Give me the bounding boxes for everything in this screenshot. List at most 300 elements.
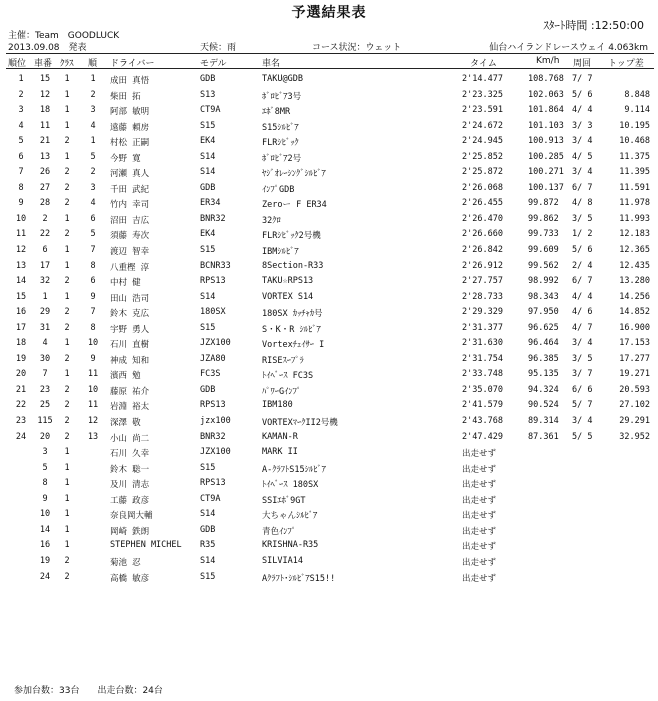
cell-time: 2'26.660 (462, 229, 503, 240)
cell-car-name: A-ｸﾗﾌﾄS15ｼﾙﾋﾞｱ (262, 464, 326, 475)
cell-car-number: 31 (39, 322, 51, 333)
cell-car-number: 9 (42, 493, 48, 504)
cell-car-number: 5 (42, 462, 48, 473)
cell-class: 2 (64, 431, 70, 442)
cell-class-rank: 11 (87, 369, 99, 380)
cell-driver: 田山 浩司 (110, 293, 150, 304)
cell-class: 2 (64, 182, 70, 193)
cell-driver: 鈴木 聡一 (110, 464, 150, 475)
cell-time: 出走せず (462, 511, 497, 522)
cell-laps: 3/ 5 (572, 353, 593, 364)
table-row (0, 103, 658, 119)
cell-gap: 11.993 (619, 213, 650, 224)
cell-model: S15 (200, 245, 216, 256)
cell-class: 2 (64, 276, 70, 287)
publish-date: 2013.09.08 発表 (8, 43, 87, 53)
cell-class: 2 (64, 416, 70, 427)
cell-driver: 菊池 忍 (110, 557, 141, 568)
cell-laps: 4/ 5 (572, 151, 593, 162)
cell-time: 2'31.377 (462, 322, 503, 333)
cell-laps: 4/ 8 (572, 198, 593, 209)
cell-driver: 石川 久幸 (110, 449, 150, 460)
cell-car-name: 8Section-R33 (262, 260, 324, 271)
cell-time: 出走せず (462, 573, 497, 584)
cell-car-name: ﾎﾞﾛﾋﾞｱ3号 (262, 91, 302, 102)
cell-driver: 及川 清志 (110, 480, 150, 491)
cell-position: 18 (15, 338, 27, 349)
table-row (0, 352, 658, 368)
header-rule-top (6, 53, 654, 54)
cell-driver: 須藤 寿次 (110, 231, 150, 242)
cell-car-number: 115 (37, 416, 53, 427)
cell-laps: 4/ 4 (572, 105, 593, 116)
cell-driver: 藤原 祐介 (110, 386, 150, 397)
cell-model: JZX100 (200, 338, 231, 349)
cell-class: 1 (64, 369, 70, 380)
cell-model: S15 (200, 571, 216, 582)
cell-car-name: ｴﾎﾞ8MR (262, 107, 291, 118)
table-row (0, 212, 658, 228)
table-row (0, 227, 658, 243)
cell-speed: 96.464 (528, 338, 559, 349)
cell-car-name: Zeroー F ER34 (262, 200, 327, 211)
entry-summary: 参加台数：33台 出走台数：24台 (14, 686, 163, 696)
cell-class: 1 (64, 540, 70, 551)
cell-driver: 小山 尚二 (110, 433, 150, 444)
cell-laps: 3/ 4 (572, 136, 593, 147)
cell-class-rank: 1 (90, 136, 96, 147)
cell-car-number: 13 (39, 151, 51, 162)
cell-laps: 4/ 7 (572, 322, 593, 333)
cell-driver: 中村 健 (110, 278, 141, 289)
cell-class-rank: 7 (90, 307, 96, 318)
cell-car-name: 180SX ｶｯﾁｬｶ号 (262, 309, 323, 320)
cell-car-name: FLRｼﾋﾞｯｸ (262, 138, 299, 149)
cell-class-rank: 6 (90, 276, 96, 287)
header-num: 車番 (34, 59, 53, 69)
cell-driver: 千田 武紀 (110, 184, 150, 195)
cell-class-rank: 3 (90, 105, 96, 116)
table-row (0, 259, 658, 275)
cell-class: 1 (64, 120, 70, 131)
cell-class-rank: 9 (90, 291, 96, 302)
cell-car-number: 30 (39, 353, 51, 364)
cell-class-rank: 2 (90, 167, 96, 178)
cell-time: 出走せず (462, 480, 497, 491)
cell-speed: 87.361 (528, 431, 559, 442)
table-row (0, 414, 658, 430)
cell-car-number: 21 (39, 136, 51, 147)
cell-position: 6 (18, 151, 24, 162)
cell-gap: 13.280 (619, 276, 650, 287)
table-row (0, 150, 658, 166)
cell-driver: 岡崎 鉄朗 (110, 526, 150, 537)
cell-speed: 101.103 (528, 120, 564, 131)
cell-time: 2'26.912 (462, 260, 503, 271)
cell-speed: 99.872 (528, 198, 559, 209)
cell-car-number: 3 (42, 447, 48, 458)
cell-car-name: Vortexﾁｪｲｻｰ I (262, 340, 325, 351)
cell-class: 2 (64, 198, 70, 209)
cell-position: 3 (18, 105, 24, 116)
cell-time: 出走せず (462, 464, 497, 475)
cell-car-number: 8 (42, 478, 48, 489)
cell-class-rank: 6 (90, 213, 96, 224)
cell-time: 2'24.672 (462, 120, 503, 131)
cell-car-name: 大ちゃんｼﾙﾋﾞｱ (262, 511, 318, 522)
cell-laps: 3/ 4 (572, 338, 593, 349)
cell-position: 17 (15, 322, 27, 333)
cell-time: 出走せず (462, 495, 497, 506)
cell-driver: 今野 寛 (110, 153, 141, 164)
cell-time: 2'33.748 (462, 369, 503, 380)
cell-model: CT9A (200, 493, 221, 504)
cell-time: 2'26.068 (462, 182, 503, 193)
cell-class-rank: 8 (90, 322, 96, 333)
cell-driver: 岩淵 裕太 (110, 402, 150, 413)
cell-laps: 5/ 6 (572, 89, 593, 100)
cell-gap: 27.102 (619, 400, 650, 411)
cell-gap: 12.183 (619, 229, 650, 240)
cell-driver: 沼田 吉広 (110, 215, 150, 226)
cell-model: S14 (200, 555, 216, 566)
cell-time: 2'27.757 (462, 276, 503, 287)
header-laps: 周回 (573, 59, 592, 69)
cell-gap: 32.952 (619, 431, 650, 442)
cell-position: 1 (18, 74, 24, 84)
cell-class: 1 (64, 447, 70, 458)
course-condition: コース状況：ウェット (312, 43, 402, 53)
cell-class-rank: 3 (90, 182, 96, 193)
cell-speed: 101.864 (528, 105, 564, 116)
cell-time: 2'43.768 (462, 416, 503, 427)
cell-car-name: 青色ｲﾝﾌﾟ (262, 526, 297, 537)
cell-car-name: IBMｼﾙﾋﾞｱ (262, 247, 299, 258)
cell-model: S15 (200, 462, 216, 473)
cell-speed: 98.992 (528, 276, 559, 287)
header-speed: Km/h (536, 56, 560, 66)
table-row (0, 196, 658, 212)
table-row (0, 119, 658, 135)
cell-time: 2'23.325 (462, 89, 503, 100)
cell-class: 1 (64, 338, 70, 349)
table-row (0, 88, 658, 104)
cell-model: GDB (200, 74, 216, 84)
cell-class: 2 (64, 400, 70, 411)
cell-laps: 3/ 7 (572, 369, 593, 380)
cell-gap: 16.900 (619, 322, 650, 333)
table-row (0, 367, 658, 383)
cell-laps: 5/ 5 (572, 431, 593, 442)
cell-class: 1 (64, 151, 70, 162)
cell-time: 出走せず (462, 542, 497, 553)
table-row (0, 461, 658, 477)
cell-car-number: 18 (39, 105, 51, 116)
cell-driver: 深澤 敬 (110, 418, 141, 429)
table-row (0, 476, 658, 492)
cell-model: RPS13 (200, 478, 226, 489)
cell-car-number: 7 (42, 369, 48, 380)
table-row (0, 383, 658, 399)
table-row (0, 538, 658, 554)
table-row (0, 321, 658, 337)
cell-speed: 97.950 (528, 307, 559, 318)
cell-car-name: ﾄｲﾍﾞｰｽ FC3S (262, 371, 314, 382)
cell-driver: 石川 直樹 (110, 340, 150, 351)
cell-speed: 102.063 (528, 89, 564, 100)
cell-position: 23 (15, 416, 27, 427)
cell-class-rank: 4 (90, 198, 96, 209)
document-title: 予選結果表 (291, 5, 367, 21)
cell-speed: 99.862 (528, 213, 559, 224)
cell-model: RPS13 (200, 276, 226, 287)
cell-speed: 100.271 (528, 167, 564, 178)
cell-class: 2 (64, 555, 70, 566)
cell-class: 2 (64, 353, 70, 364)
cell-class: 1 (64, 213, 70, 224)
cell-car-number: 14 (39, 524, 51, 535)
table-row (0, 554, 658, 570)
cell-position: 8 (18, 182, 24, 193)
cell-position: 14 (15, 276, 27, 287)
cell-model: S14 (200, 291, 216, 302)
cell-model: S14 (200, 151, 216, 162)
cell-speed: 99.562 (528, 260, 559, 271)
table-row (0, 290, 658, 306)
cell-class: 2 (64, 571, 70, 582)
cell-driver: STEPHEN MICHEL (110, 540, 182, 551)
organizer: 主催：Team GOODLUCK (8, 31, 120, 41)
cell-position: 22 (15, 400, 27, 411)
cell-driver: 渡辺 智幸 (110, 247, 150, 258)
cell-time: 出走せず (462, 526, 497, 537)
cell-car-name: IBM180 (262, 400, 293, 411)
cell-model: S15 (200, 322, 216, 333)
cell-driver: 成田 真悟 (110, 76, 150, 86)
cell-position: 16 (15, 307, 27, 318)
cell-gap: 11.395 (619, 167, 650, 178)
cell-driver: 宇野 勇人 (110, 324, 150, 335)
cell-model: S14 (200, 167, 216, 178)
cell-driver: 河瀬 真人 (110, 169, 150, 180)
cell-speed: 108.768 (528, 74, 564, 84)
cell-speed: 96.625 (528, 322, 559, 333)
cell-position: 2 (18, 89, 24, 100)
cell-speed: 100.285 (528, 151, 564, 162)
cell-model: RPS13 (200, 400, 226, 411)
cell-gap: 12.365 (619, 245, 650, 256)
cell-class: 1 (64, 291, 70, 302)
cell-class: 1 (64, 509, 70, 520)
cell-class-rank: 4 (90, 120, 96, 131)
cell-driver: 八重樫 淳 (110, 262, 150, 273)
cell-model: S13 (200, 89, 216, 100)
cell-car-number: 6 (42, 245, 48, 256)
cell-model: CT9A (200, 105, 221, 116)
cell-model: jzx100 (200, 416, 231, 427)
cell-time: 2'29.329 (462, 307, 503, 318)
cell-model: BNR32 (200, 431, 226, 442)
cell-model: JZA80 (200, 353, 226, 364)
cell-model: EK4 (200, 136, 216, 147)
cell-time: 2'23.591 (462, 105, 503, 116)
cell-gap: 11.375 (619, 151, 650, 162)
cell-driver: 遠藤 頼房 (110, 122, 150, 133)
table-row (0, 445, 658, 461)
cell-class: 1 (64, 478, 70, 489)
cell-car-name: KAMAN-R (262, 431, 298, 442)
cell-time: 2'41.579 (462, 400, 503, 411)
table-row (0, 523, 658, 539)
cell-time: 2'26.842 (462, 245, 503, 256)
header-model: モデル (200, 59, 227, 69)
cell-laps: 6/ 7 (572, 182, 593, 193)
table-row (0, 570, 658, 586)
table-row (0, 492, 658, 508)
cell-laps: 4/ 6 (572, 307, 593, 318)
cell-laps: 5/ 6 (572, 245, 593, 256)
cell-class-rank: 5 (90, 151, 96, 162)
cell-driver: 高橋 敏彦 (110, 573, 150, 584)
table-row (0, 134, 658, 150)
header-rule-bottom (6, 68, 654, 69)
cell-model: GDB (200, 384, 216, 395)
cell-class: 1 (64, 524, 70, 535)
weather: 天候：雨 (200, 43, 237, 53)
cell-driver: 柴田 拓 (110, 91, 141, 102)
cell-gap: 10.468 (619, 136, 650, 147)
cell-class: 1 (64, 89, 70, 100)
cell-car-name: Aｸﾗﾌﾄ･ｼﾙﾋﾞｱS15!! (262, 573, 336, 584)
cell-driver: 神成 知和 (110, 355, 150, 366)
header-class: ｸﾗｽ (60, 59, 74, 69)
cell-model: GDB (200, 524, 216, 535)
cell-gap: 8.848 (624, 89, 650, 100)
cell-car-name: VORTEXﾏｰｸII2号機 (262, 418, 338, 429)
cell-model: EK4 (200, 229, 216, 240)
cell-car-number: 27 (39, 182, 51, 193)
cell-class-rank: 10 (87, 384, 99, 395)
header-car: 車名 (262, 59, 281, 69)
cell-gap: 11.978 (619, 198, 650, 209)
cell-class-rank: 9 (90, 353, 96, 364)
cell-laps: 1/ 2 (572, 229, 593, 240)
cell-time: 2'28.733 (462, 291, 503, 302)
cell-speed: 96.385 (528, 353, 559, 364)
table-row (0, 72, 658, 88)
cell-driver: 工藤 政彦 (110, 495, 150, 506)
cell-car-name: TAKU@GDB (262, 74, 303, 84)
cell-time: 2'24.945 (462, 136, 503, 147)
cell-model: S15 (200, 120, 216, 131)
cell-position: 11 (15, 229, 27, 240)
cell-car-number: 1 (42, 291, 48, 302)
cell-car-number: 12 (39, 89, 51, 100)
table-row (0, 305, 658, 321)
cell-car-name: MARK II (262, 447, 298, 458)
cell-time: 出走せず (462, 557, 497, 568)
cell-car-number: 10 (39, 509, 51, 520)
cell-class-rank: 5 (90, 229, 96, 240)
cell-model: BCNR33 (200, 260, 231, 271)
cell-class: 2 (64, 136, 70, 147)
cell-class: 1 (64, 260, 70, 271)
cell-position: 24 (15, 431, 27, 442)
cell-class: 1 (64, 493, 70, 504)
cell-speed: 99.733 (528, 229, 559, 240)
cell-speed: 95.135 (528, 369, 559, 380)
cell-car-number: 19 (39, 555, 51, 566)
table-row (0, 398, 658, 414)
cell-class: 1 (64, 74, 70, 84)
cell-driver: 鈴木 克広 (110, 309, 150, 320)
cell-gap: 17.277 (619, 353, 650, 364)
cell-car-name: ﾔｼﾞｵﾚｰｼﾝｸﾞｼﾙﾋﾞｱ (262, 169, 326, 180)
cell-class-rank: 10 (87, 338, 99, 349)
cell-laps: 7/ 7 (572, 74, 593, 84)
cell-gap: 14.256 (619, 291, 650, 302)
header-pos: 順位 (8, 59, 27, 69)
cell-car-name: ﾊﾟﾜｰGｲﾝﾌﾟ (262, 386, 302, 397)
cell-class: 1 (64, 105, 70, 116)
cell-car-name: ﾎﾞﾛﾋﾞｱ2号 (262, 153, 302, 164)
header-time: タイム (470, 59, 497, 69)
cell-car-number: 25 (39, 400, 51, 411)
cell-gap: 20.593 (619, 384, 650, 395)
cell-driver: 阿部 敏明 (110, 107, 150, 118)
table-row (0, 507, 658, 523)
cell-gap: 14.852 (619, 307, 650, 318)
cell-car-name: FLRｼﾋﾞｯｸ2号機 (262, 231, 321, 242)
cell-gap: 17.153 (619, 338, 650, 349)
cell-speed: 98.343 (528, 291, 559, 302)
table-row (0, 336, 658, 352)
cell-class-rank: 13 (87, 431, 99, 442)
cell-car-name: SSIｴﾎﾞ9GT (262, 495, 306, 506)
cell-speed: 89.314 (528, 416, 559, 427)
cell-car-name: RISEｽｰﾌﾟﾗ (262, 355, 304, 366)
cell-car-number: 2 (42, 213, 48, 224)
table-row (0, 165, 658, 181)
cell-car-number: 23 (39, 384, 51, 395)
cell-gap: 10.195 (619, 120, 650, 131)
cell-laps: 3/ 5 (572, 213, 593, 224)
cell-time: 2'25.852 (462, 151, 503, 162)
cell-car-name: VORTEX S14 (262, 291, 314, 302)
cell-car-name: ﾄｲﾍﾞｰｽ 180SX (262, 480, 319, 491)
cell-class: 2 (64, 307, 70, 318)
cell-laps: 3/ 3 (572, 120, 593, 131)
cell-model: ER34 (200, 198, 221, 209)
cell-time: 2'25.872 (462, 167, 503, 178)
cell-laps: 3/ 4 (572, 416, 593, 427)
cell-position: 5 (18, 136, 24, 147)
cell-car-number: 29 (39, 307, 51, 318)
cell-class: 2 (64, 384, 70, 395)
cell-car-number: 24 (39, 571, 51, 582)
cell-speed: 99.609 (528, 245, 559, 256)
cell-model: FC3S (200, 369, 221, 380)
cell-time: 2'26.470 (462, 213, 503, 224)
table-row (0, 430, 658, 446)
cell-laps: 4/ 4 (572, 291, 593, 302)
cell-class: 2 (64, 322, 70, 333)
cell-model: BNR32 (200, 213, 226, 224)
cell-time: 2'35.070 (462, 384, 503, 395)
cell-class-rank: 7 (90, 245, 96, 256)
cell-time: 2'14.477 (462, 74, 503, 84)
cell-driver: 村松 正嗣 (110, 138, 150, 149)
